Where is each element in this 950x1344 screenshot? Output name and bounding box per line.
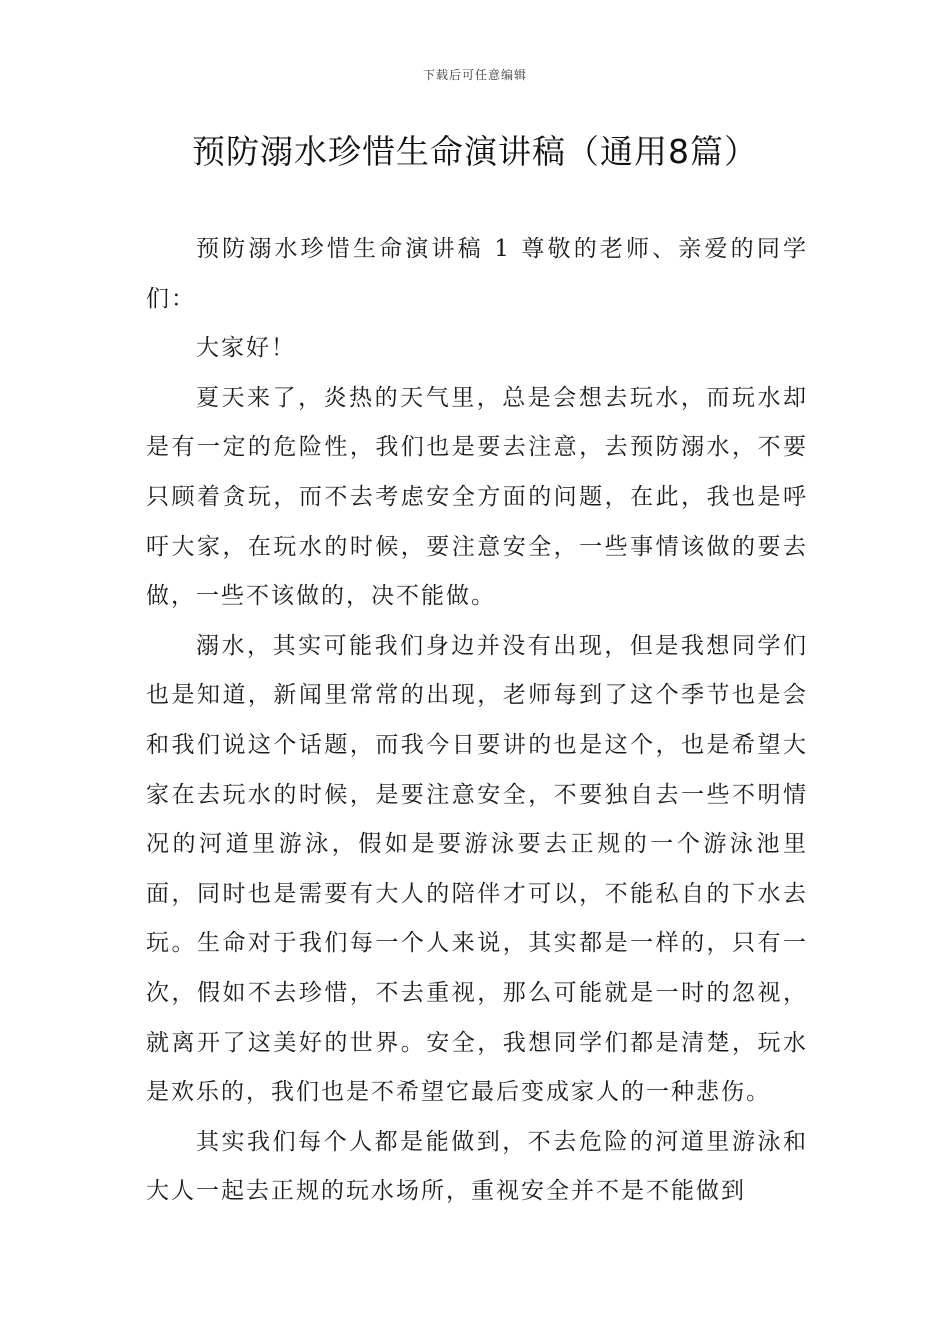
document-title: 预防溺水珍惜生命演讲稿（通用8篇） [192,132,758,171]
paragraph-greeting: 大家好！ [196,335,296,362]
header-note: 下载后可任意编辑 [422,68,527,82]
paragraph-salutation: 预防溺水珍惜生命演讲稿 1 尊敬的老师、亲爱的同学们： [146,236,808,312]
paragraph: 溺水，其实可能我们身边并没有出现，但是我想同学们也是知道，新闻里常常的出现，老师每到了这个季节也是会和我们说这个话题，而我今日要讲的也是这个，也是希望大家在去玩水的时候，是要注意安全，不要独自去一些不明情况的河道里游泳，假如是要游泳要去正规的一个游泳池里面，同时也是需要有大人的陪伴才可以，不能私自的下水去玩。生命对于我们每一个人来说，其实都是一样的，只有一次，假如不去珍惜，不去重视，那么可能就是一时的忽视，就离开了这美好的世界。安全，我想同学们都是清楚，玩水是欢乐的，我们也是不希望它最后变成家人的一种悲伤。 [146,632,808,1106]
document-body [146,225,808,1217]
paragraph: 夏天来了，炎热的天气里，总是会想去玩水，而玩水却是有一定的危险性，我们也是要去注意，去预防溺水，不要只顾着贪玩，而不去考虑安全方面的问题，在此，我也是呼吁大家，在玩水的时候，要注意安全，一些事情该做的要去做，一些不该做的，决不能做。 [146,384,808,610]
paragraph: 其实我们每个人都是能做到，不去危险的河道里游泳和大人一起去正规的玩水场所，重视安全并不是不能做到 [146,1128,808,1205]
